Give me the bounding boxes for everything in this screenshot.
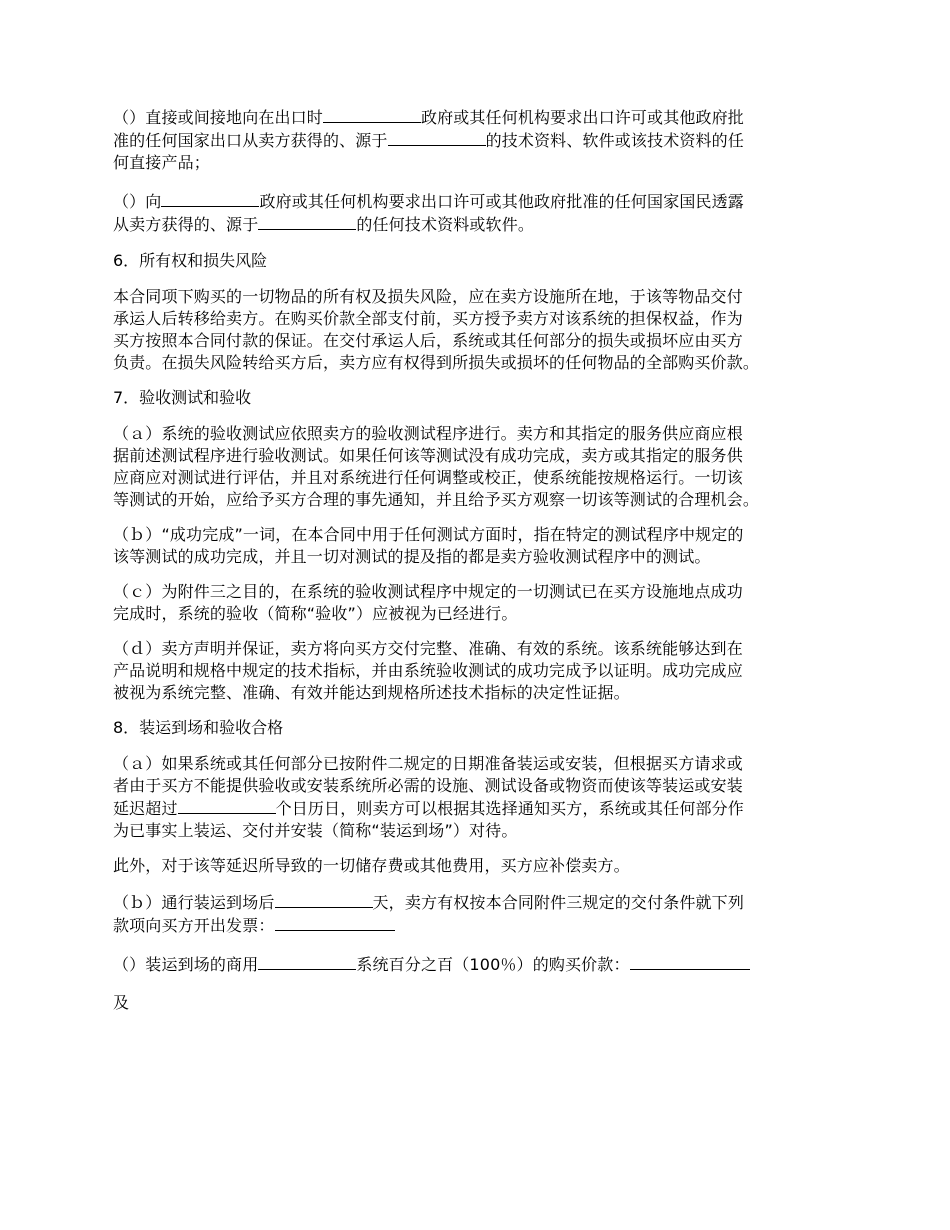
section-heading-6: 6．所有权和损失风险 <box>113 251 268 270</box>
text-segment: 政府或其任何机构要求出口许可或其他政府批 <box>420 108 744 127</box>
text-line <box>113 797 843 820</box>
text-line: 何直接产品； <box>113 153 210 172</box>
text-segment: 款项向买方开出发票： <box>113 916 275 935</box>
text-segment: 个日历日，则卖方可以根据其选择通知买方，系统或其任何部分作 <box>275 799 744 818</box>
fill-in-blank <box>258 213 356 230</box>
paragraph-7a <box>113 423 843 511</box>
text-segment: （）向 <box>113 192 162 211</box>
fill-in-blank <box>630 953 750 970</box>
text-segment: 系统百分之百（100％）的购买价款： <box>356 955 630 974</box>
text-line: （ｃ）为附件三之目的，在系统的验收测试程序中规定的一切测试已在买方设施地点成功 <box>113 582 743 601</box>
text-line <box>113 213 843 236</box>
text-line <box>113 891 843 914</box>
text-line: 据前述测试程序进行验收测试。如果任何该等测试没有成功完成，卖方或其指定的服务供 <box>113 446 743 465</box>
text-segment: 的任何技术资料或软件。 <box>356 215 535 234</box>
fill-in-blank <box>178 797 276 814</box>
text-line: 买方按照本合同付款的保证。在交付承运人后，系统或其任何部分的损失或损坏应由买方 <box>113 331 743 350</box>
text-segment: 政府或其任何机构要求出口许可或其他政府批准的任何国家国民透露 <box>259 192 744 211</box>
text-line: 完成时，系统的验收（简称“验收”）应被视为已经进行。 <box>113 604 518 623</box>
paragraph-7c <box>113 581 843 625</box>
text-line: （ａ）系统的验收测试应依照卖方的验收测试程序进行。卖方和其指定的服务供应商应根 <box>113 424 743 443</box>
paragraph-7b <box>113 524 843 568</box>
text-line: 应商应对测试进行评估，并且对系统进行任何调整或校正，使系统能按规格运行。一切该 <box>113 468 743 487</box>
section-heading-7: 7．验收测试和验收 <box>113 388 252 407</box>
paragraph-purchase-price <box>113 953 843 976</box>
fill-in-blank <box>275 914 395 931</box>
fill-in-blank <box>323 106 421 123</box>
text-line: 承运人后转移给卖方。在购买价款全部支付前，买方授予卖方对该系统的担保权益，作为 <box>113 309 743 328</box>
text-line: 本合同项下购买的一切物品的所有权及损失风险，应在卖方设施所在地，于该等物品交付 <box>113 287 743 306</box>
paragraph-compensation: 此外，对于该等延迟所导致的一切储存费或其他费用，买方应补偿卖方。 <box>113 856 630 875</box>
text-line: （ｄ）卖方声明并保证，卖方将向买方交付完整、准确、有效的系统。该系统能够达到在 <box>113 639 743 658</box>
document-page <box>113 106 843 1027</box>
text-line: 等测试的开始，应给予买方合理的事先通知，并且给予买方观察一切该等测试的合理机会。 <box>113 490 760 509</box>
paragraph-and: 及 <box>113 993 130 1012</box>
text-line: 为已事实上装运、交付并安装（简称“装运到场”）对待。 <box>113 821 518 840</box>
text-line <box>113 129 843 152</box>
text-line: 该等测试的成功完成，并且一切对测试的提及指的都是卖方验收测试程序中的测试。 <box>113 547 711 566</box>
paragraph-export-disclose <box>113 190 843 236</box>
text-segment: 的技术资料、软件或该技术资料的任 <box>485 131 744 150</box>
fill-in-blank <box>258 953 356 970</box>
text-line: 负责。在损失风险转给买方后，卖方应有权得到所损失或损坏的任何物品的全部购买价款。 <box>113 353 760 372</box>
section-heading-8: 8．装运到场和验收合格 <box>113 718 284 737</box>
fill-in-blank <box>161 190 259 207</box>
fill-in-blank <box>275 891 373 908</box>
text-line <box>113 914 843 937</box>
text-line: （ｂ）“成功完成”一词，在本合同中用于任何测试方面时，指在特定的测试程序中规定的 <box>113 525 744 544</box>
text-line: 被视为系统完整、准确、有效并能达到规格所述技术指标的决定性证据。 <box>113 683 630 702</box>
text-line: 者由于买方不能提供验收或安装系统所必需的设施、测试设备或物资而使该等装运或安装 <box>113 776 743 795</box>
text-line: 产品说明和规格中规定的技术指标，并由系统验收测试的成功完成予以证明。成功完成应 <box>113 661 743 680</box>
text-segment: 从卖方获得的、源于 <box>113 215 259 234</box>
text-segment: （）装运到场的商用 <box>113 955 259 974</box>
text-segment: （ｂ）通行装运到场后 <box>113 893 275 912</box>
paragraph-8a <box>113 753 843 842</box>
text-line <box>113 106 843 129</box>
text-segment: 天，卖方有权按本合同附件三规定的交付条件就下列 <box>372 893 744 912</box>
paragraph-8b <box>113 891 843 937</box>
paragraph-7d <box>113 638 843 704</box>
text-segment: 延迟超过 <box>113 799 178 818</box>
text-segment: 准的任何国家出口从卖方获得的、源于 <box>113 131 388 150</box>
text-line: （ａ）如果系统或其任何部分已按附件二规定的日期准备装运或安装，但根据买方请求或 <box>113 754 743 773</box>
text-line <box>113 190 843 213</box>
text-segment: （）直接或间接地向在出口时 <box>113 108 323 127</box>
paragraph-export-direct <box>113 106 843 174</box>
text-line <box>113 953 843 976</box>
fill-in-blank <box>388 129 486 146</box>
paragraph-ownership <box>113 286 843 374</box>
